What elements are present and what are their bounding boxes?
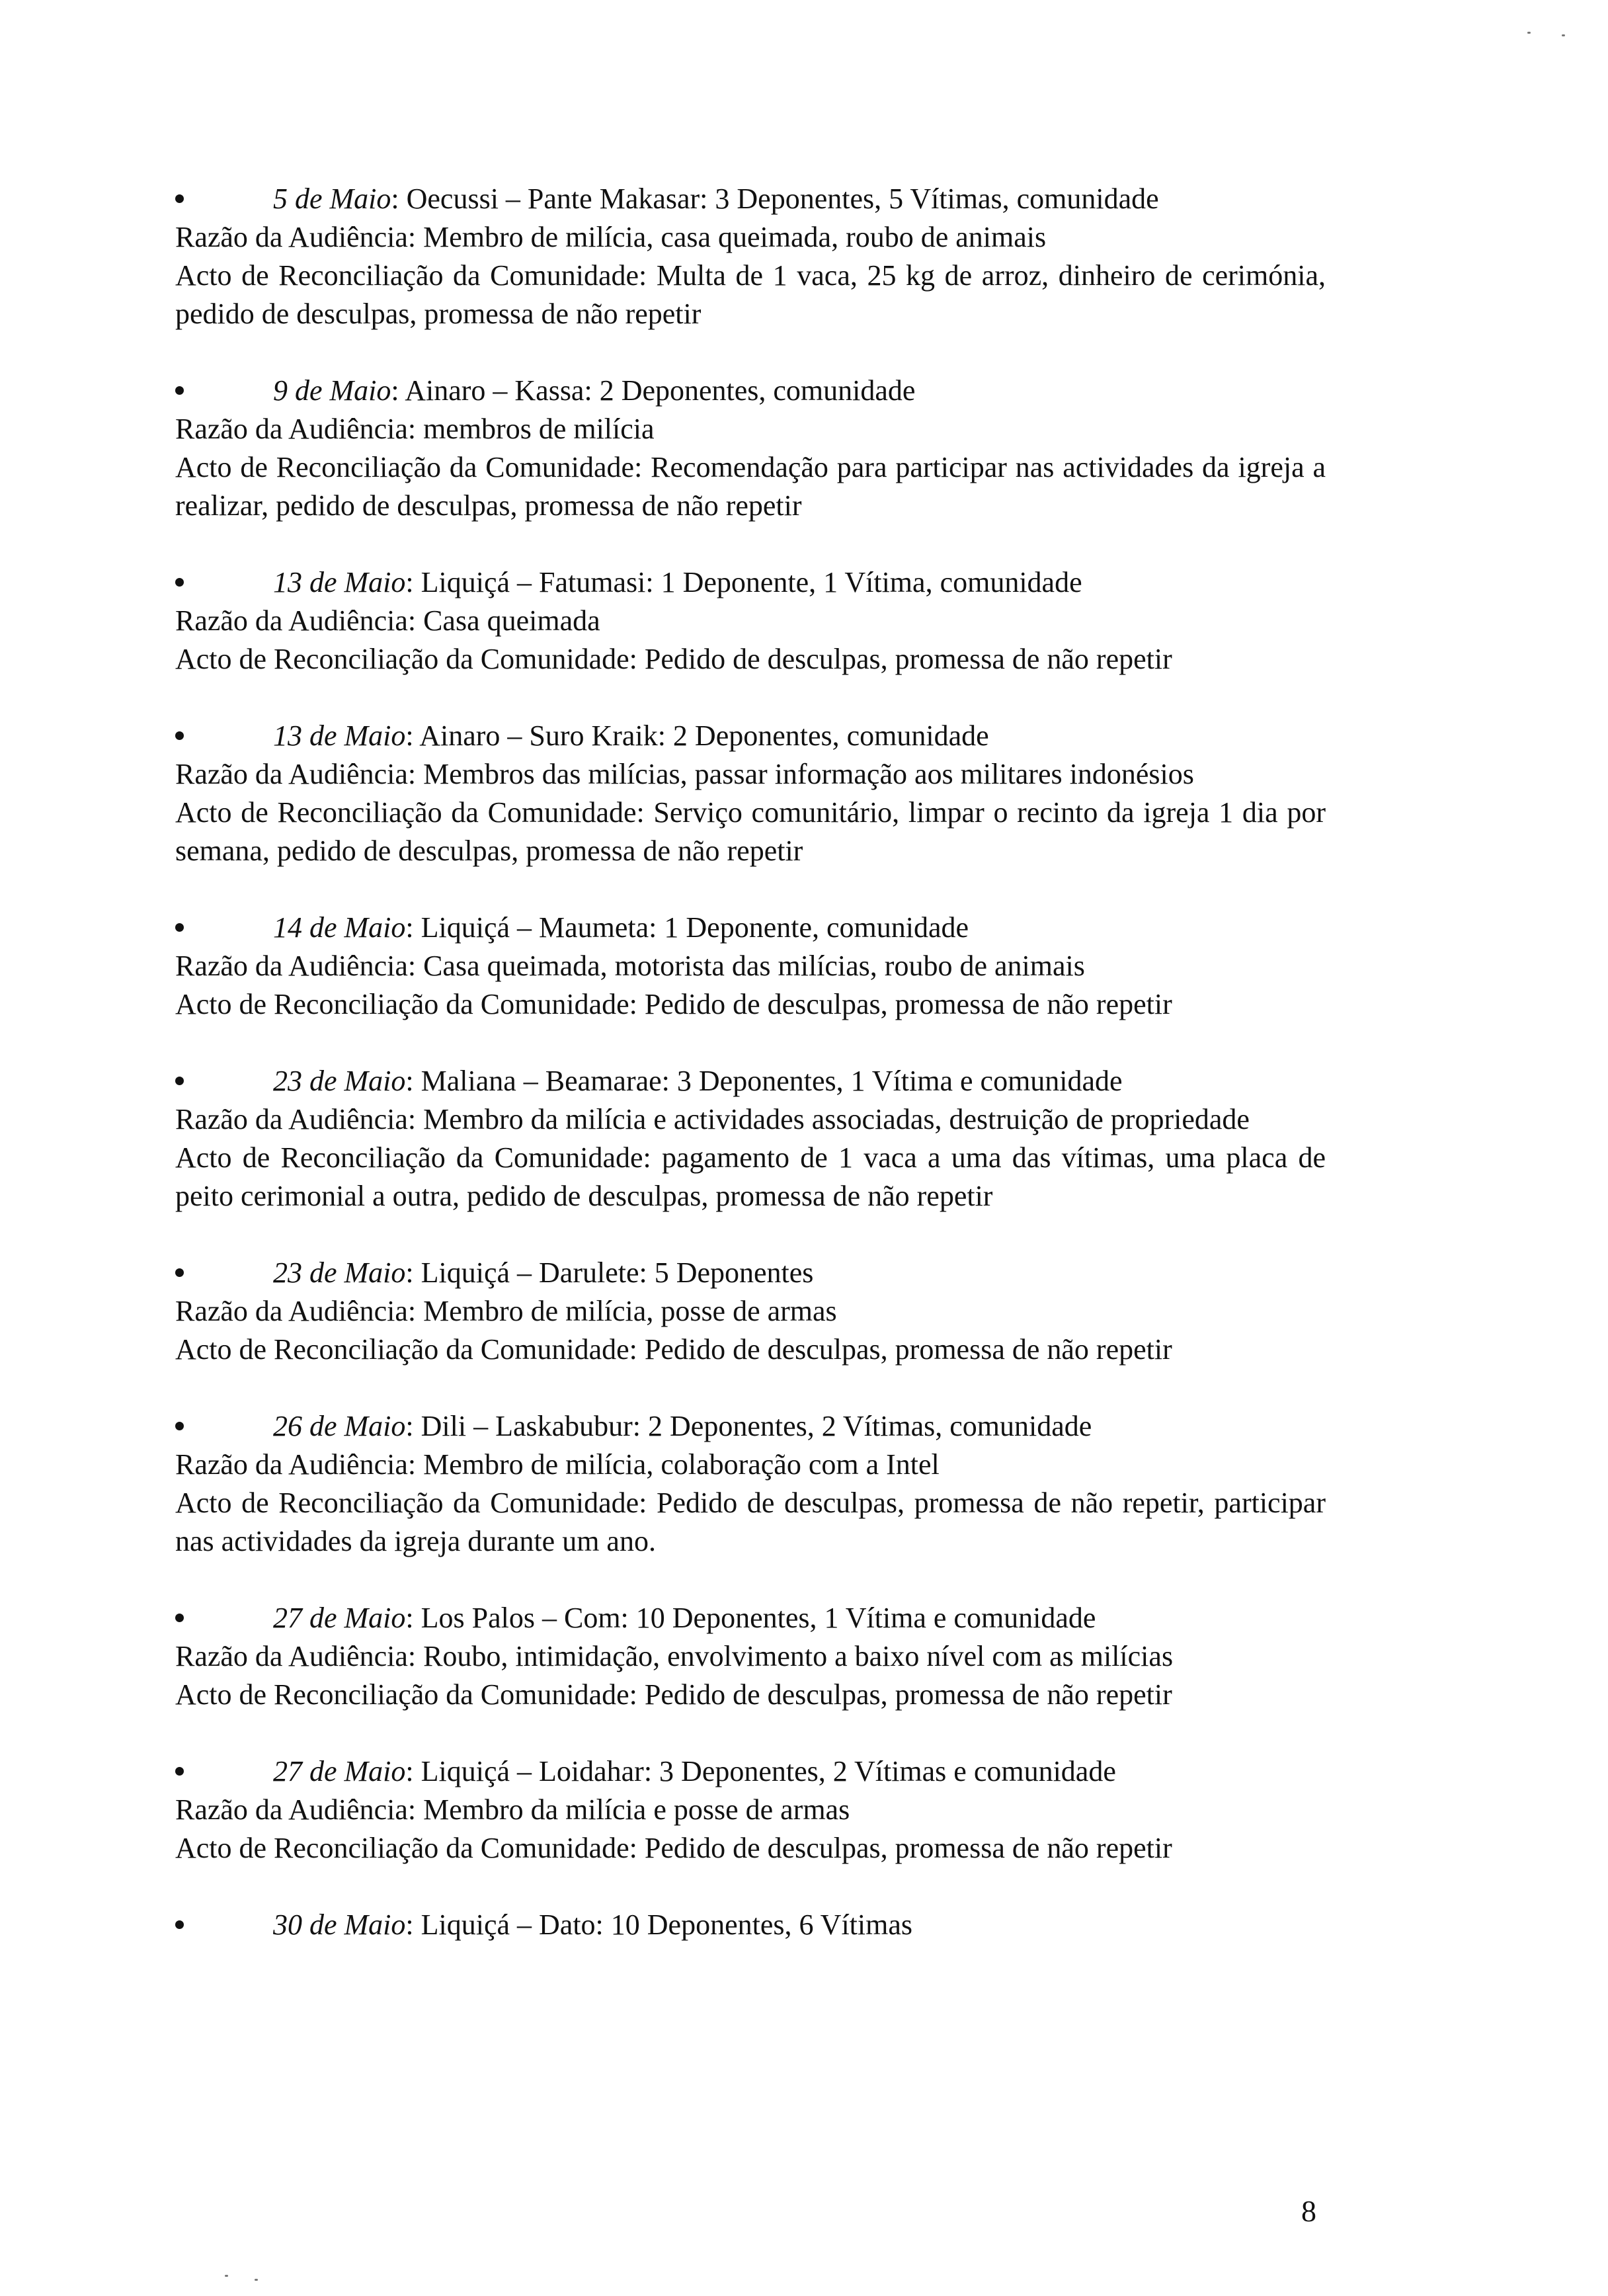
entry-date: 23 de Maio (273, 1065, 406, 1097)
bullet-icon (175, 1422, 184, 1430)
entry-date: 27 de Maio (273, 1755, 406, 1787)
entry-heading (175, 717, 1326, 755)
entry-reconciliation-act: Acto de Reconciliação da Comunidade: pagamento de 1 vaca a uma das vítimas, uma placa de peito cerimonial a outra, pedido de desculpas, promessa de não repetir (175, 1141, 1326, 1212)
entry-reconciliation-act: Acto de Reconciliação da Comunidade: Pedido de desculpas, promessa de não repetir (175, 1333, 1172, 1366)
entry-location: : Ainaro – Suro Kraik: 2 Deponentes, comunidade (405, 719, 989, 752)
bullet-icon (175, 194, 184, 203)
entry-heading (175, 909, 1326, 947)
hearing-entry (175, 372, 1326, 525)
bullet-icon (175, 1920, 184, 1929)
entry-reason: Razão da Audiência: Membro da milícia e actividades associadas, destruição de propriedade (175, 1103, 1250, 1135)
entry-heading (175, 372, 1326, 410)
entry-location: : Liquiçá – Darulete: 5 Deponentes (405, 1256, 814, 1289)
entry-reason: Razão da Audiência: Membro da milícia e posse de armas (175, 1793, 850, 1826)
entry-reconciliation-act: Acto de Reconciliação da Comunidade: Pedido de desculpas, promessa de não repetir, participar nas actividades da igreja durante um ano. (175, 1487, 1326, 1557)
entry-reason: Razão da Audiência: Casa queimada, motorista das milícias, roubo de animais (175, 950, 1085, 982)
entry-heading (175, 1599, 1326, 1637)
scan-speck (225, 2275, 228, 2277)
entry-reconciliation-act: Acto de Reconciliação da Comunidade: Pedido de desculpas, promessa de não repetir (175, 1678, 1172, 1711)
entry-location: : Liquiçá – Dato: 10 Deponentes, 6 Vítimas (405, 1908, 913, 1941)
entry-location: : Liquiçá – Fatumasi: 1 Deponente, 1 Vítima, comunidade (405, 566, 1082, 598)
hearing-entry (175, 1254, 1326, 1369)
hearing-entry (175, 1599, 1326, 1714)
entry-location: : Liquiçá – Loidahar: 3 Deponentes, 2 Vítimas e comunidade (405, 1755, 1116, 1787)
entry-date: 14 de Maio (273, 911, 406, 944)
entry-date: 27 de Maio (273, 1602, 406, 1634)
entry-date: 30 de Maio (273, 1908, 406, 1941)
bullet-icon (175, 1767, 184, 1776)
hearing-entry (175, 1062, 1326, 1215)
hearing-entry (175, 909, 1326, 1024)
scan-speck (1527, 32, 1531, 34)
hearing-entry (175, 717, 1326, 870)
entry-reason: Razão da Audiência: Roubo, intimidação, envolvimento a baixo nível com as milícias (175, 1640, 1174, 1672)
entry-date: 26 de Maio (273, 1410, 406, 1442)
hearing-entry (175, 1752, 1326, 1867)
entry-reason: Razão da Audiência: membros de milícia (175, 413, 655, 445)
entry-heading (175, 1752, 1326, 1791)
hearing-entry (175, 563, 1326, 678)
scan-speck (255, 2279, 258, 2281)
entry-location: : Maliana – Beamarae: 3 Deponentes, 1 Vítima e comunidade (405, 1065, 1123, 1097)
entry-reconciliation-act: Acto de Reconciliação da Comunidade: Pedido de desculpas, promessa de não repetir (175, 988, 1172, 1020)
entry-reconciliation-act: Acto de Reconciliação da Comunidade: Pedido de desculpas, promessa de não repetir (175, 643, 1172, 675)
entry-location: : Dili – Laskabubur: 2 Deponentes, 2 Vítimas, comunidade (405, 1410, 1092, 1442)
bullet-icon (175, 1614, 184, 1622)
page-number: 8 (1301, 2194, 1316, 2228)
entry-reason: Razão da Audiência: Membros das milícias, passar informação aos militares indonésios (175, 758, 1194, 790)
entry-heading (175, 1062, 1326, 1100)
bullet-icon (175, 386, 184, 395)
entry-reason: Razão da Audiência: Casa queimada (175, 604, 600, 637)
bullet-icon (175, 731, 184, 740)
bullet-icon (175, 923, 184, 932)
entry-location: : Los Palos – Com: 10 Deponentes, 1 Vítima e comunidade (405, 1602, 1096, 1634)
entry-date: 13 de Maio (273, 719, 406, 752)
entry-location: : Ainaro – Kassa: 2 Deponentes, comunidade (391, 374, 916, 407)
hearing-entry (175, 180, 1326, 333)
entry-reason: Razão da Audiência: Membro de milícia, casa queimada, roubo de animais (175, 221, 1047, 253)
entry-heading (175, 180, 1326, 218)
entry-heading (175, 1906, 1326, 1944)
entry-reconciliation-act: Acto de Reconciliação da Comunidade: Serviço comunitário, limpar o recinto da igreja 1 dia por semana, pedido de desculpas, promessa de não repetir (175, 796, 1326, 867)
entry-reconciliation-act: Acto de Reconciliação da Comunidade: Multa de 1 vaca, 25 kg de arroz, dinheiro de cerimónia, pedido de desculpas, promessa de não repetir (175, 259, 1326, 330)
scan-speck (1562, 34, 1565, 36)
entry-reconciliation-act: Acto de Reconciliação da Comunidade: Pedido de desculpas, promessa de não repetir (175, 1832, 1172, 1864)
entry-location: : Liquiçá – Maumeta: 1 Deponente, comunidade (405, 911, 969, 944)
entry-date: 5 de Maio (273, 183, 391, 215)
entry-heading (175, 1407, 1326, 1446)
entry-heading (175, 1254, 1326, 1292)
entry-reconciliation-act: Acto de Reconciliação da Comunidade: Recomendação para participar nas actividades da igreja a realizar, pedido de desculpas, promessa de não repetir (175, 451, 1326, 522)
entry-date: 13 de Maio (273, 566, 406, 598)
entry-date: 23 de Maio (273, 1256, 406, 1289)
hearing-entry (175, 1906, 1326, 1944)
entry-heading (175, 563, 1326, 602)
entry-date: 9 de Maio (273, 374, 391, 407)
bullet-icon (175, 1268, 184, 1277)
hearing-entry (175, 1407, 1326, 1561)
bullet-icon (175, 1077, 184, 1085)
entry-location: : Oecussi – Pante Makasar: 3 Deponentes, 5 Vítimas, comunidade (391, 183, 1159, 215)
bullet-icon (175, 578, 184, 587)
entry-reason: Razão da Audiência: Membro de milícia, posse de armas (175, 1295, 837, 1327)
hearing-list (175, 180, 1326, 1983)
entry-reason: Razão da Audiência: Membro de milícia, colaboração com a Intel (175, 1448, 940, 1481)
